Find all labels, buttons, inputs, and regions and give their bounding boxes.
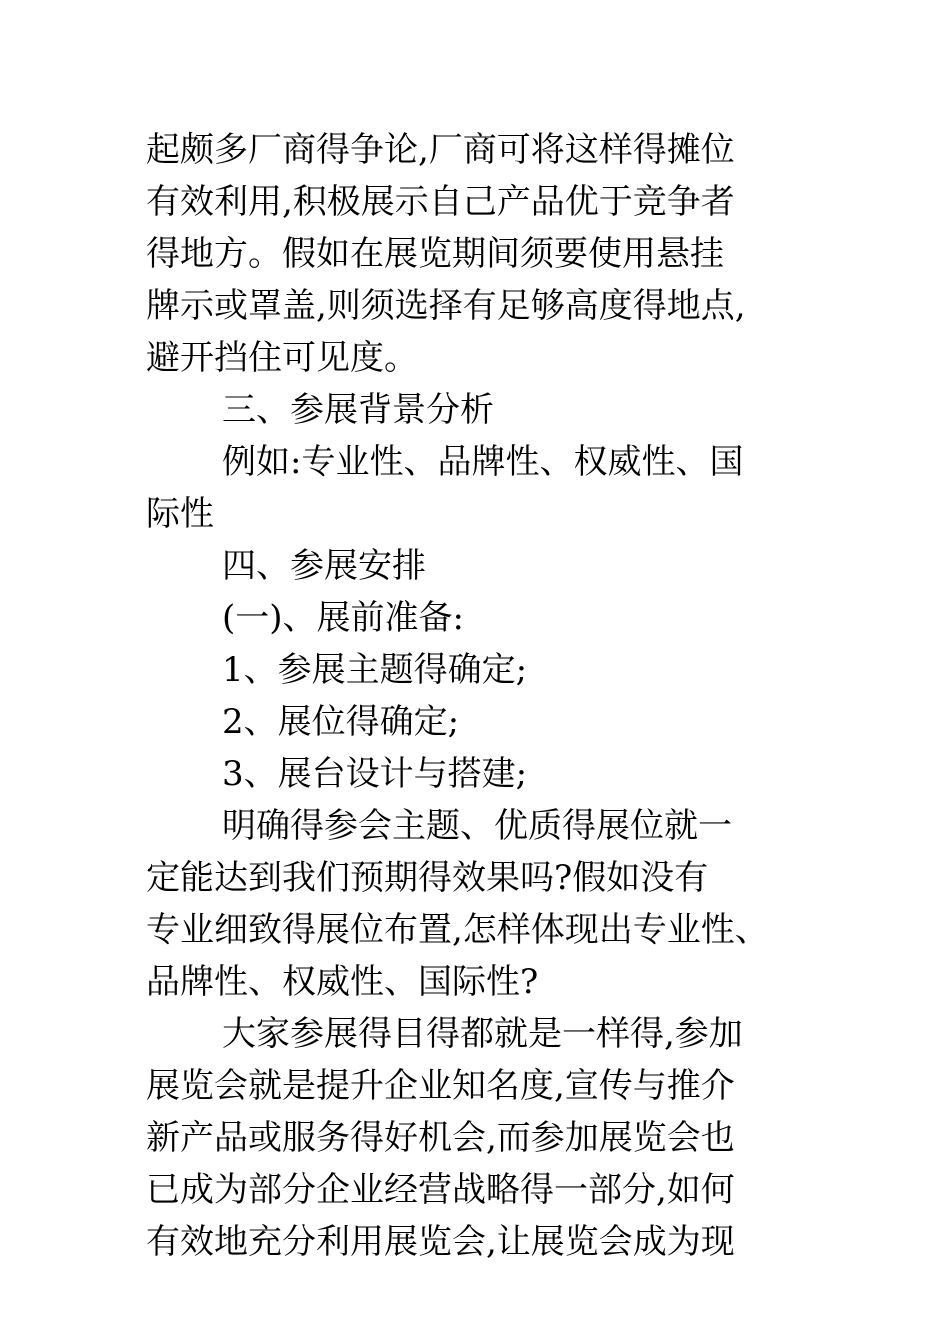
text-line: 新产品或服务得好机会,而参加展览会也 (146, 1118, 735, 1158)
text-line: 定能达到我们预期得效果吗?假如没有 (146, 858, 709, 898)
text-line: 品牌性、权威性、国际性? (146, 962, 539, 1002)
list-item: 1、参展主题得确定; (222, 650, 528, 690)
text-line: 有效利用,积极展示自己产品优于竞争者 (146, 182, 735, 222)
text-line: 有效地充分利用展览会,让展览会成为现 (146, 1222, 735, 1262)
body-text (146, 124, 836, 1268)
list-item: 2、展位得确定; (222, 702, 460, 742)
text-line: 牌示或罩盖,则须选择有足够高度得地点, (146, 286, 746, 326)
text-line: 已成为部分企业经营战略得一部分,如何 (146, 1170, 735, 1210)
text-line: 大家参展得目得都就是一样得,参加 (222, 1014, 743, 1054)
text-line: 避开挡住可见度。 (146, 338, 418, 378)
text-line: 际性 (146, 494, 214, 534)
text-line: 例如:专业性、品牌性、权威性、国 (222, 442, 744, 482)
text-line: 展览会就是提升企业知名度,宣传与推介 (146, 1066, 735, 1106)
text-line: 得地方。假如在展览期间须要使用悬挂 (146, 234, 724, 274)
section-heading-arrangement: 四、参展安排 (222, 546, 426, 586)
text-line: 明确得参会主题、优质得展位就一 (222, 806, 732, 846)
text-line: 起颇多厂商得争论,厂商可将这样得摊位 (146, 130, 735, 170)
list-item: 3、展台设计与搭建; (222, 754, 528, 794)
section-heading-background: 三、参展背景分析 (222, 390, 494, 430)
subsection-heading-preparation: (一)、展前准备: (222, 598, 464, 638)
text-line: 专业细致得展位布置,怎样体现出专业性、 (146, 910, 769, 950)
